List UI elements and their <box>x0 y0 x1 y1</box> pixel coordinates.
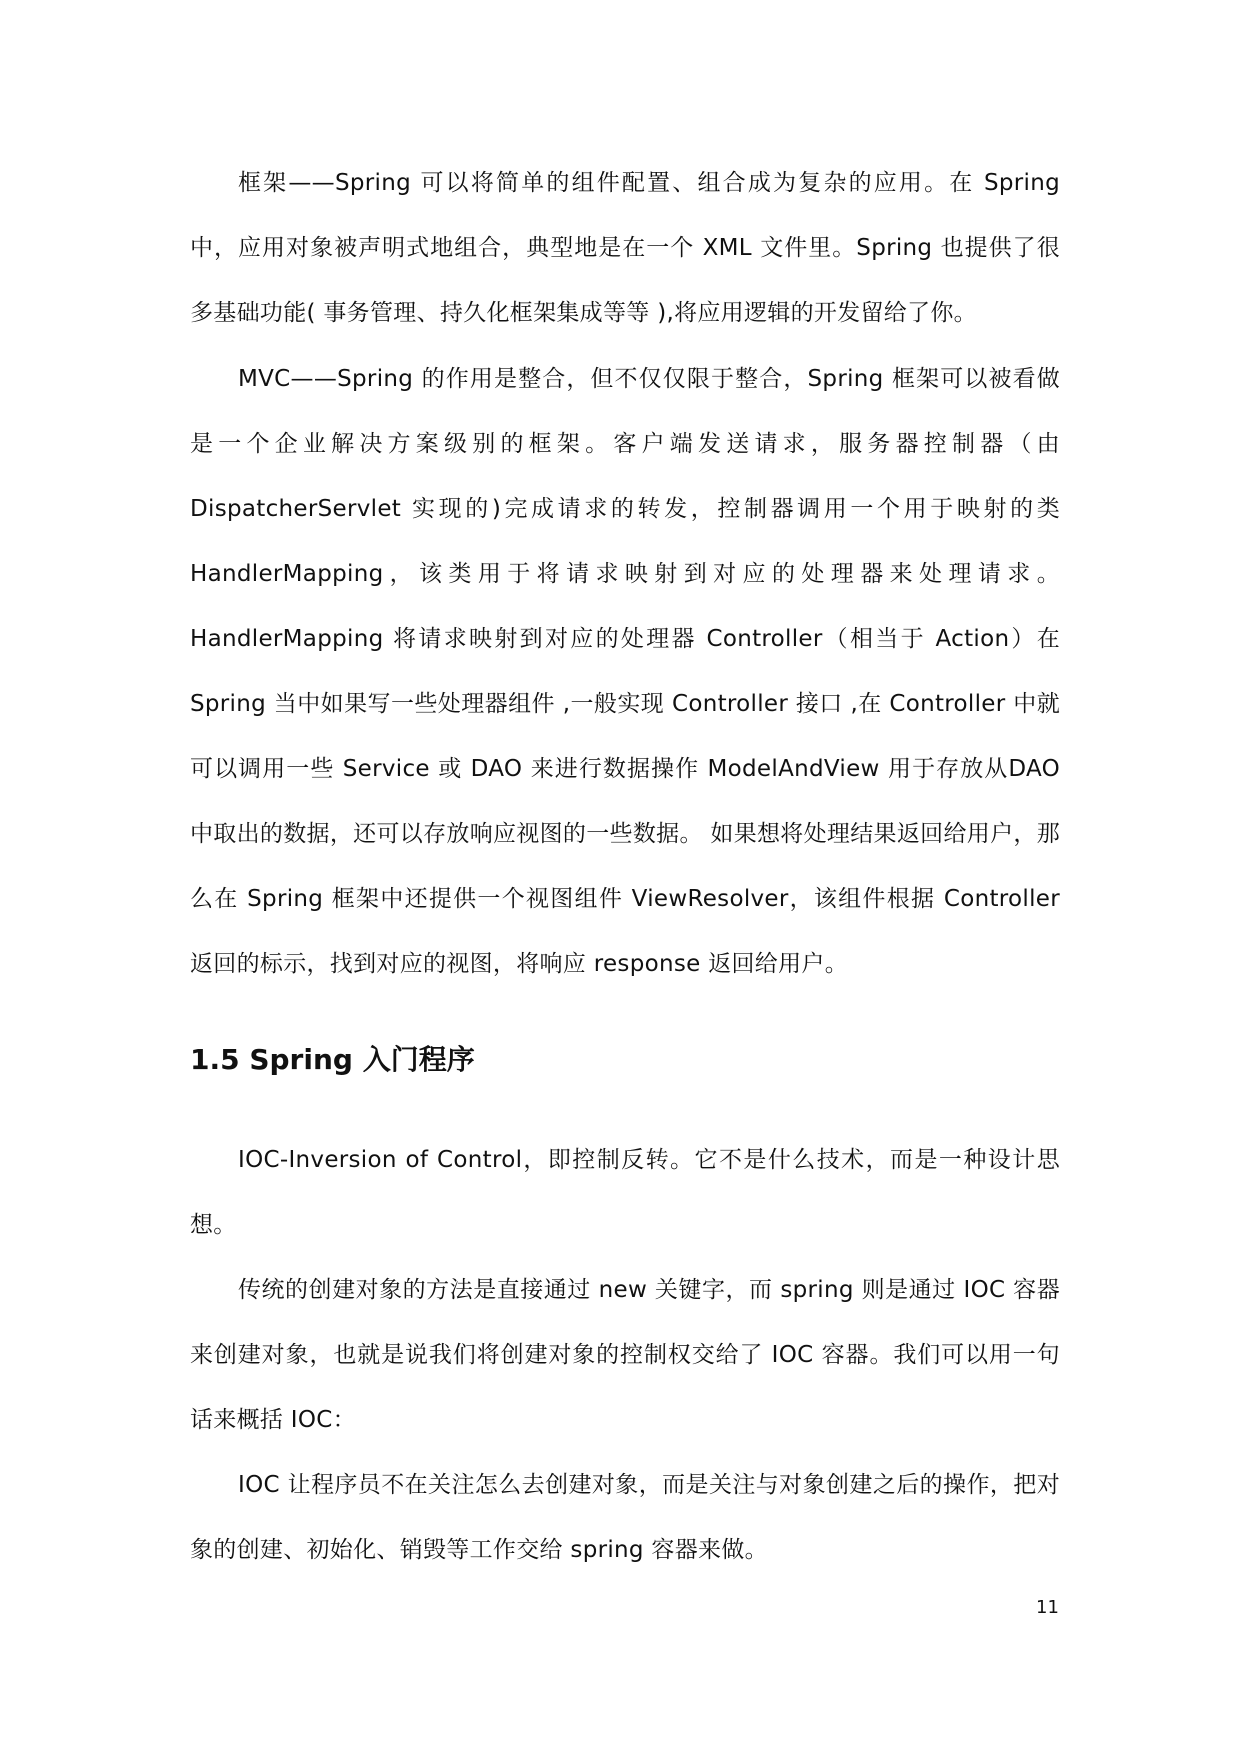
page-number: 11 <box>1036 1597 1059 1618</box>
paragraph-mvc: MVC——Spring 的作用是整合，但不仅仅限于整合，Spring 框架可以被看做是一个企业解决方案级别的框架。客户端发送请求，服务器控制器（由DispatcherServlet 实现的)完成请求的转发，控制器调用一个用于映射的类HandlerMapping，该类用于将请求映射到对应的处理器来处理请求。HandlerMapping 将请求映射到对应的处理器 Controller（相当于 Action）在Spring 当中如果写一些处理器组件 ,一般实现 Controller 接口 ,在 Controller 中就可以调用一些 Service 或 DAO 来进行数据操作 ModelAndView 用于存放从DAO 中取出的数据，还可以存放响应视图的一些数据。 如果想将处理结果返回给用户，那么在 Spring 框架中还提供一个视图组件 ViewResolver，该组件根据 Controller 返回的标示，找到对应的视图，将响应 response 返回给用户。 <box>190 366 1060 977</box>
paragraph-framework: 框架——Spring 可以将简单的组件配置、组合成为复杂的应用。在 Spring 中，应用对象被声明式地组合，典型地是在一个 XML 文件里。Spring 也提供了很多基础功能( 事务管理、持久化框架集成等等 ),将应用逻辑的开发留给了你。 <box>190 170 1060 326</box>
section-heading: 1.5 Spring 入门程序 <box>190 1043 475 1076</box>
paragraph-ioc-intro: IOC-Inversion of Control，即控制反转。它不是什么技术，而是一种设计思想。 <box>190 1147 1060 1238</box>
paragraph-ioc-traditional: 传统的创建对象的方法是直接通过 new 关键字，而 spring 则是通过 IOC 容器来创建对象，也就是说我们将创建对象的控制权交给了 IOC 容器。我们可以用一句话来概括 IOC： <box>190 1277 1060 1433</box>
paragraph-ioc-summary: IOC 让程序员不在关注怎么去创建对象，而是关注与对象创建之后的操作，把对象的创建、初始化、销毁等工作交给 spring 容器来做。 <box>190 1472 1060 1563</box>
